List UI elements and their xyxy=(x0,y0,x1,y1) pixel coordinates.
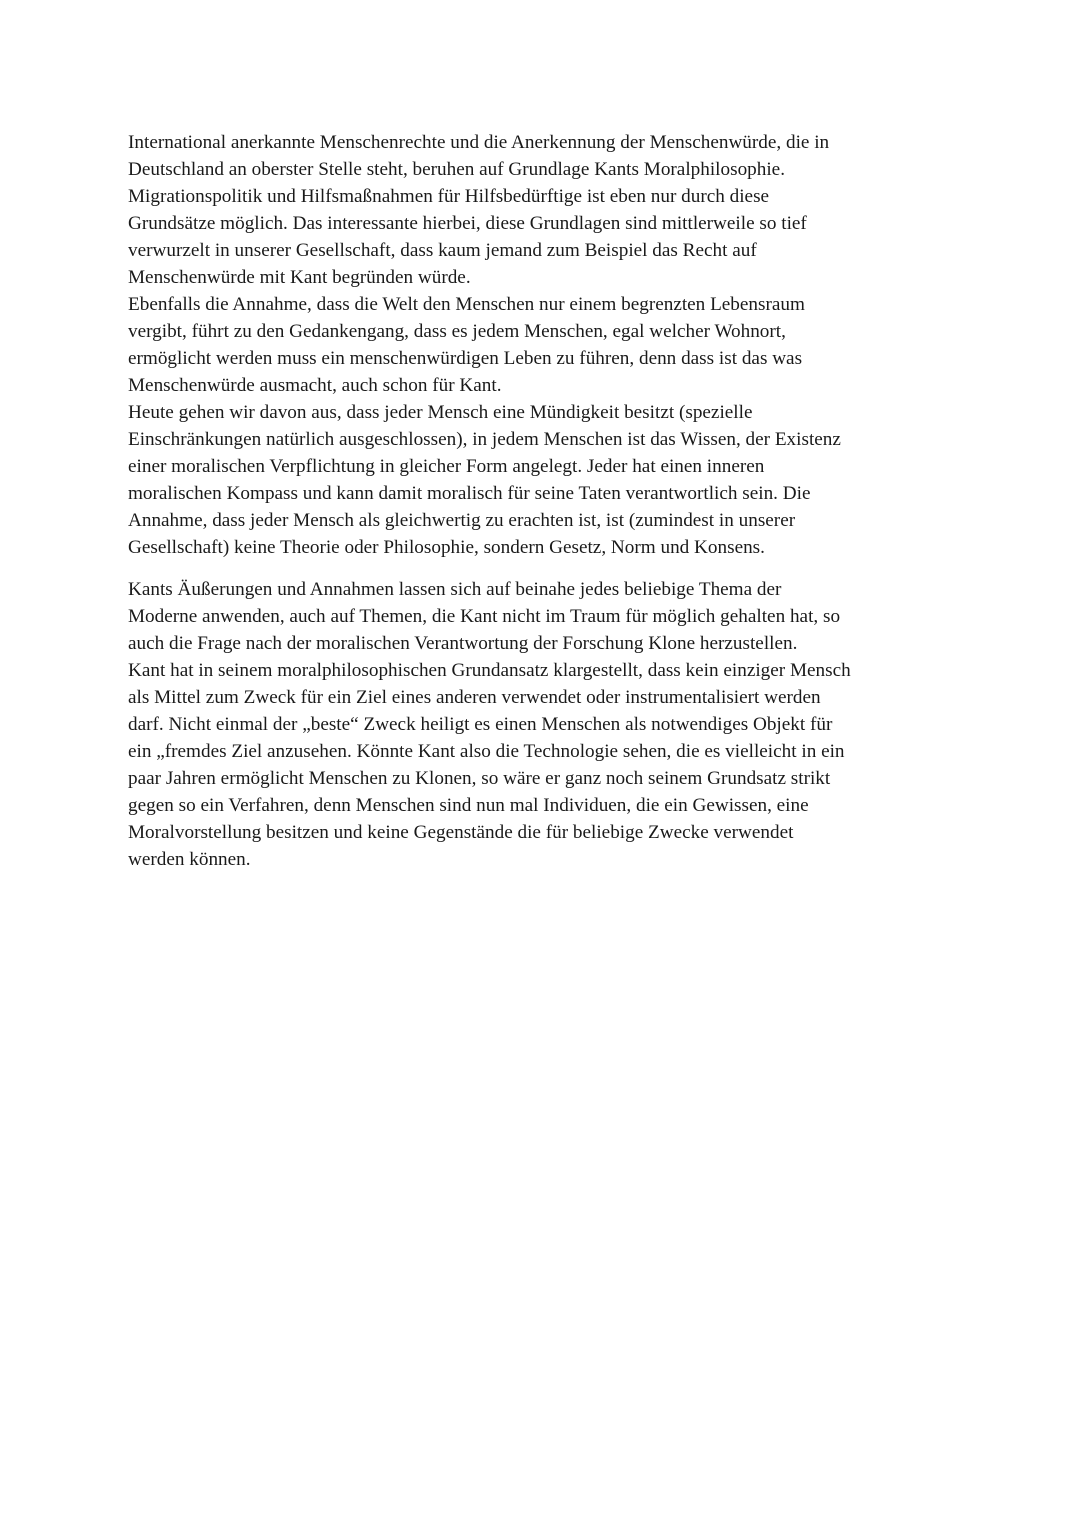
text-line: Migrationspolitik und Hilfsmaßnahmen für Hilfsbedürftige ist eben nur durch diese xyxy=(128,186,770,207)
text-line: Kants Äußerungen und Annahmen lassen sich auf beinahe jedes beliebige Thema der xyxy=(128,579,782,600)
text-line: vergibt, führt zu den Gedankengang, dass es jedem Menschen, egal welcher Wohnort, xyxy=(128,321,786,342)
text-line: ermöglicht werden muss ein menschenwürdigen Leben zu führen, denn dass ist das was xyxy=(128,348,803,369)
text-line: Heute gehen wir davon aus, dass jeder Mensch eine Mündigkeit besitzt (spezielle xyxy=(128,402,753,423)
text-line: Moralvorstellung besitzen und keine Gegenstände die für beliebige Zwecke verwendet xyxy=(128,822,794,843)
text-line: ein „fremdes Ziel anzusehen. Könnte Kant also die Technologie sehen, die es vielleicht in ein xyxy=(128,741,845,762)
text-line: Grundsätze möglich. Das interessante hierbei, diese Grundlagen sind mittlerweile so tief xyxy=(128,213,807,234)
text-line: Kant hat in seinem moralphilosophischen Grundansatz klargestellt, dass kein einziger Mensch xyxy=(128,660,851,681)
text-line: moralischen Kompass und kann damit moralisch für seine Taten verantwortlich sein. Die xyxy=(128,483,811,504)
text-line: verwurzelt in unserer Gesellschaft, dass kaum jemand zum Beispiel das Recht auf xyxy=(128,240,757,261)
text-line: paar Jahren ermöglicht Menschen zu Klonen, so wäre er ganz noch seinem Grundsatz strikt xyxy=(128,768,831,789)
text-line: auch die Frage nach der moralischen Verantwortung der Forschung Klone herzustellen. xyxy=(128,633,798,654)
text-line: Moderne anwenden, auch auf Themen, die Kant nicht im Traum für möglich gehalten hat, so xyxy=(128,606,841,627)
paragraph-block-2 xyxy=(128,576,958,873)
text-line: Menschenwürde mit Kant begründen würde. xyxy=(128,267,471,288)
text-line: Annahme, dass jeder Mensch als gleichwertig zu erachten ist, ist (zumindest in unserer xyxy=(128,510,796,531)
text-line: einer moralischen Verpflichtung in gleicher Form angelegt. Jeder hat einen inneren xyxy=(128,456,765,477)
text-line: darf. Nicht einmal der „beste“ Zweck heiligt es einen Menschen als notwendiges Objekt für xyxy=(128,714,833,735)
text-line: Einschränkungen natürlich ausgeschlossen), in jedem Menschen ist das Wissen, der Existenz xyxy=(128,429,841,450)
text-line: gegen so ein Verfahren, denn Menschen sind nun mal Individuen, die ein Gewissen, eine xyxy=(128,795,809,816)
text-line: Ebenfalls die Annahme, dass die Welt den Menschen nur einem begrenzten Lebensraum xyxy=(128,294,805,315)
text-line: International anerkannte Menschenrechte und die Anerkennung der Menschenwürde, die in xyxy=(128,132,830,153)
text-line: Menschenwürde ausmacht, auch schon für Kant. xyxy=(128,375,502,396)
paragraph-block-1 xyxy=(128,129,958,561)
text-line: als Mittel zum Zweck für ein Ziel eines anderen verwendet oder instrumentalisiert werden xyxy=(128,687,821,708)
text-line: Gesellschaft) keine Theorie oder Philosophie, sondern Gesetz, Norm und Konsens. xyxy=(128,537,765,558)
text-line: Deutschland an oberster Stelle steht, beruhen auf Grundlage Kants Moralphilosophie. xyxy=(128,159,785,180)
text-line: werden können. xyxy=(128,849,251,870)
